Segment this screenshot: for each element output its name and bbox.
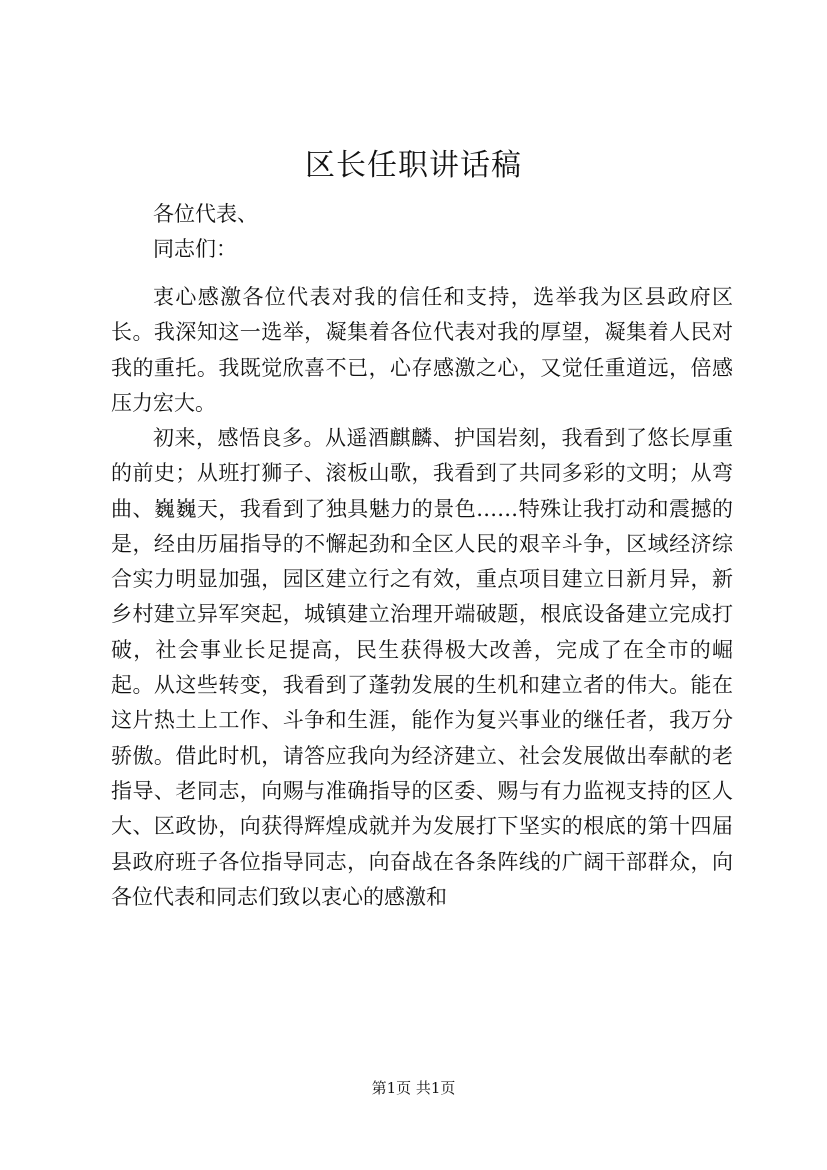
paragraph-gratitude: 衷心感激各位代表对我的信任和支持，选举我为区县政府区长。我深知这一选举，凝集着各位代表对我的厚望，凝集着人民对我的重托。我既觉欣喜不已，心存感激之心，又觉任重道远，倍感压力宏大。 — [111, 285, 733, 415]
salutation-line-2: 同志们： — [153, 237, 237, 261]
paragraph-impressions: 初来，感悟良多。从遥酒麒麟、护国岩刻，我看到了悠长厚重的前史；从班打狮子、滚板山歌，我看到了共同多彩的文明；从弯曲、巍巍天，我看到了独具魅力的景色……特殊让我打动和震撼的是，经由历届指导的不懈起劲和全区人民的艰辛斗争，区域经济综合实力明显加强，园区建立行之有效，重点项目建立日新月异，新乡村建立异军突起，城镇建立治理开端破题，根底设备建立完成打破，社会事业长足提高，民生获得极大改善，完成了在全市的崛起。从这些转变，我看到了蓬勃发展的生机和建立者的伟大。能在这片热土上工作、斗争和生涯，能作为复兴事业的继任者，我万分骄傲。借此时机，请答应我向为经济建立、社会发展做出奉献的老指导、老同志，向赐与准确指导的区委、赐与有力监视支持的区人大、区政协，向获得辉煌成就并为发展打下坚实的根底的第十四届县政府班子各位指导同志，向奋战在各条阵线的广阔干部群众，向各位代表和同志们致以衷心的感激和 — [111, 426, 733, 909]
salutation-line-1: 各位代表、 — [153, 202, 258, 226]
document-title: 区长任职讲话稿 — [305, 148, 522, 183]
page-number-footer: 第1页 共1页 — [371, 1079, 456, 1097]
